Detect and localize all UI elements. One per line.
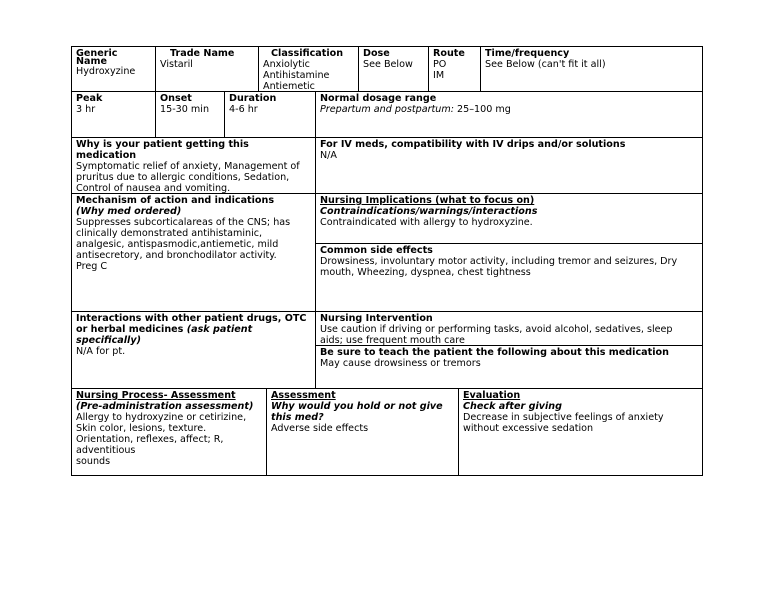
implications-label: Nursing Implications (what to focus on) <box>320 195 535 206</box>
route-label: Route <box>433 48 465 59</box>
assessment-pre-value-3: sounds <box>76 456 111 467</box>
normal-dosage-value: 25–100 mg <box>453 104 511 115</box>
mechanism-sublabel: (Why med ordered) <box>76 206 182 217</box>
assessment-pre-label: Nursing Process- Assessment <box>76 390 236 401</box>
trade-label: Trade Name <box>170 48 235 59</box>
iv-cell <box>315 137 703 194</box>
implications-value: Contraindicated with allergy to hydroxyzine. <box>320 217 533 228</box>
route-value-1: PO <box>433 59 447 70</box>
onset-cell <box>155 91 225 138</box>
side-effects-value: Drowsiness, involuntary motor activity, including tremor and seizures, Dry mouth, Wheezing, dyspnea, chest tightness <box>320 256 678 278</box>
iv-label: For IV meds, compatibility with IV drips and/or solutions <box>320 139 626 150</box>
assessment-value: Adverse side effects <box>271 423 369 434</box>
onset-label: Onset <box>160 93 192 104</box>
dose-label: Dose <box>363 48 390 59</box>
interactions-value: N/A for pt. <box>76 346 126 357</box>
mechanism-label: Mechanism of action and indications <box>76 195 275 206</box>
assessment-pre-cell <box>71 388 267 476</box>
normal-dosage-label: Normal dosage range <box>320 93 437 104</box>
evaluation-cell <box>458 388 703 476</box>
assessment-sublabel: Why would you hold or not give this med? <box>271 401 443 423</box>
why-cell <box>71 137 316 194</box>
side-effects-label: Common side effects <box>320 245 433 256</box>
classification-cell <box>258 46 359 92</box>
assessment-pre-value-2: Orientation, reflexes, affect; R, adventitious <box>76 434 224 456</box>
assessment-pre-value: Allergy to hydroxyzine or cetirizine, Skin color, lesions, texture. <box>76 412 247 434</box>
classification-value-1: Anxiolytic <box>263 59 310 70</box>
interactions-label: Interactions with other patient drugs, OTC or herbal medicines <box>76 313 307 335</box>
duration-label: Duration <box>229 93 277 104</box>
assessment-cell <box>266 388 459 476</box>
why-value: Symptomatic relief of anxiety, Management of pruritus due to allergic conditions, Sedation, Control of nausea and vomiting. <box>76 161 300 194</box>
intervention-value: Use caution if driving or performing tasks, avoid alcohol, sedatives, sleep aids; use frequent mouth care <box>320 324 673 346</box>
interactions-cell <box>71 311 316 389</box>
normal-dosage-cell <box>315 91 703 138</box>
generic-label-2: Name <box>76 56 108 67</box>
mechanism-extra: Preg C <box>76 261 108 272</box>
evaluation-value: Decrease in subjective feelings of anxiety without excessive sedation <box>463 412 664 434</box>
generic-name-cell <box>71 46 156 92</box>
teach-cell <box>315 345 703 389</box>
dose-value: See Below <box>363 59 413 70</box>
peak-cell <box>71 91 156 138</box>
trade-name-cell <box>155 46 259 92</box>
assessment-pre-sublabel: (Pre-administration assessment) <box>76 401 254 412</box>
normal-dosage-line <box>320 104 698 115</box>
dose-cell <box>358 46 429 92</box>
duration-cell <box>224 91 316 138</box>
trade-value: Vistaril <box>160 59 193 70</box>
normal-dosage-italic: Prepartum and postpartum: <box>320 104 454 115</box>
route-cell <box>428 46 481 92</box>
classification-value-2: Antihistamine <box>263 70 330 81</box>
implications-cell <box>315 193 703 244</box>
onset-value: 15-30 min <box>160 104 210 115</box>
intervention-cell <box>315 311 703 346</box>
frequency-label: Time/frequency <box>485 48 570 59</box>
route-value-2: IM <box>433 70 445 81</box>
frequency-value: See Below (can't fit it all) <box>485 59 606 70</box>
intervention-label: Nursing Intervention <box>320 313 433 324</box>
implications-sublabel: Contraindications/warnings/interactions <box>320 206 538 217</box>
peak-label: Peak <box>76 93 103 104</box>
interactions-label-italic: (ask patient specifically) <box>76 324 253 346</box>
duration-value: 4-6 hr <box>229 104 258 115</box>
teach-label: Be sure to teach the patient the following about this medication <box>320 347 669 358</box>
classification-label: Classification <box>271 48 344 59</box>
teach-value: May cause drowsiness or tremors <box>320 358 481 369</box>
generic-value: Hydroxyzine <box>76 66 136 77</box>
evaluation-sublabel: Check after giving <box>463 401 562 412</box>
frequency-cell <box>480 46 703 92</box>
why-label: Why is your patient getting this medication <box>76 139 249 161</box>
generic-label: Generic <box>76 48 118 59</box>
interactions-label-block <box>76 313 311 346</box>
assessment-label: Assessment <box>271 390 336 401</box>
classification-value-3: Antiemetic <box>263 81 315 92</box>
mechanism-cell <box>71 193 316 312</box>
peak-value: 3 hr <box>76 104 96 115</box>
mechanism-value: Suppresses subcorticalareas of the CNS; has clinically demonstrated antihistaminic, analgesic, antispasmodic,antiemetic, mild antisecretory, and bronchodilator activity. <box>76 217 291 261</box>
evaluation-label: Evaluation <box>463 390 521 401</box>
side-effects-cell <box>315 243 703 312</box>
iv-value: N/A <box>320 150 337 161</box>
